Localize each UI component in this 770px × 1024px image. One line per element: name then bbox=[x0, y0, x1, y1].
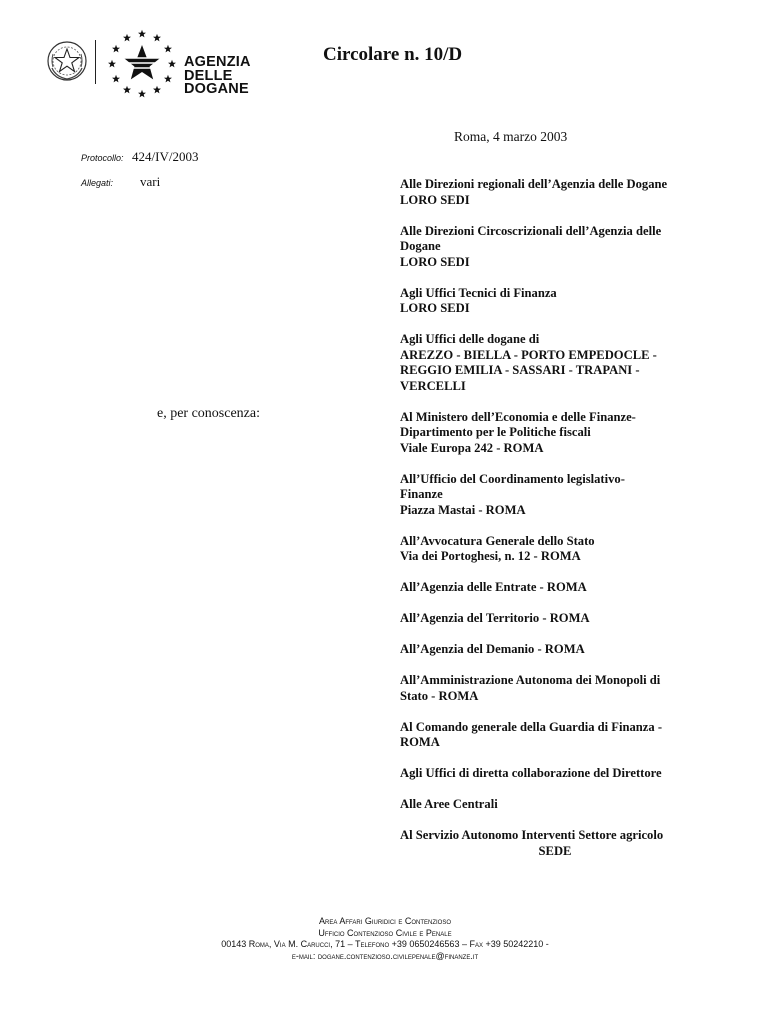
recipient-line: Al Comando generale della Guardia di Finanza - bbox=[400, 719, 663, 734]
recipient-line: Dipartimento per le Politiche fiscali bbox=[400, 425, 591, 439]
recipient-line: Alle Direzioni regionali dell’Agenzia delle Dogane bbox=[400, 177, 668, 191]
recipient-line: Agli Uffici di diretta collaborazione del Direttore bbox=[400, 766, 662, 780]
recipient-block bbox=[400, 766, 710, 782]
italian-republic-emblem-icon bbox=[46, 40, 88, 82]
recipients-list bbox=[400, 177, 710, 875]
recipient-line: Alle Direzioni Circoscrizionali dell’Agenzia delle bbox=[400, 223, 662, 238]
star-circle-logo-icon bbox=[102, 26, 182, 102]
recipient-line: All’Avvocatura Generale dello Stato bbox=[400, 533, 595, 548]
recipient-line: All’Agenzia delle Entrate - ROMA bbox=[400, 580, 587, 594]
recipient-block bbox=[400, 177, 710, 208]
footer-office: Ufficio Contenzioso Civile e Penale bbox=[318, 927, 452, 938]
recipient-line: VERCELLI bbox=[400, 378, 466, 393]
recipient-line: Alle Aree Centrali bbox=[400, 797, 498, 811]
recipient-line: Via dei Portoghesi, n. 12 - ROMA bbox=[400, 549, 581, 563]
recipient-block bbox=[400, 611, 710, 627]
recipient-line: LORO SEDI bbox=[400, 192, 470, 207]
agency-name-line-3: DOGANE bbox=[184, 81, 249, 97]
recipient-line: Al Servizio Autonomo Interventi Settore agricolo bbox=[400, 828, 664, 842]
recipient-line: Piazza Mastai - ROMA bbox=[400, 502, 526, 517]
recipient-line: LORO SEDI bbox=[400, 254, 470, 269]
recipient-block bbox=[400, 410, 710, 457]
agency-name-line-1: AGENZIA bbox=[184, 54, 251, 70]
recipient-line: All’Agenzia del Demanio - ROMA bbox=[400, 642, 585, 656]
recipient-block bbox=[400, 472, 710, 519]
recipient-line: Al Ministero dell’Economia e delle Finanze- bbox=[400, 409, 636, 424]
protocol-label: Protocollo: bbox=[81, 153, 124, 163]
recipient-line: Agli Uffici delle dogane di bbox=[400, 332, 540, 346]
recipient-line: REGGIO EMILIA - SASSARI - TRAPANI - bbox=[400, 363, 640, 377]
agency-name bbox=[184, 56, 251, 97]
protocol-value: 424/IV/2003 bbox=[132, 149, 199, 164]
recipient-block bbox=[400, 797, 710, 813]
attachments-value: vari bbox=[140, 174, 161, 189]
recipient-line: LORO SEDI bbox=[400, 301, 470, 315]
recipient-line: Stato - ROMA bbox=[400, 688, 479, 703]
cc-label: e, per conoscenza: bbox=[157, 406, 260, 421]
recipient-block bbox=[400, 286, 710, 317]
footer-department: Area Affari Giuridici e Contenzioso bbox=[318, 916, 452, 926]
recipient-line: All’Amministrazione Autonoma dei Monopoli di bbox=[400, 673, 661, 687]
recipient-line: Dogane bbox=[400, 239, 441, 253]
recipient-block bbox=[400, 642, 710, 658]
footer-address: 00143 Roma, Via M. Carucci, 71 – Telefono +39 0650246563 – Fax +39 50242210 - bbox=[221, 939, 549, 949]
attachments-label: Allegati: bbox=[81, 178, 114, 188]
recipient-line: AREZZO - BIELLA - PORTO EMPEDOCLE - bbox=[400, 347, 657, 362]
recipient-block bbox=[400, 332, 710, 394]
document-date: Roma, 4 marzo 2003 bbox=[454, 129, 568, 144]
recipient-line: All’Ufficio del Coordinamento legislativo- bbox=[400, 471, 625, 486]
recipient-block bbox=[400, 580, 710, 596]
recipient-line: Finanze bbox=[400, 487, 443, 501]
page-footer bbox=[85, 916, 685, 962]
recipient-block bbox=[400, 720, 710, 751]
recipient-block bbox=[400, 224, 710, 271]
recipient-line: ROMA bbox=[400, 735, 440, 749]
recipient-block bbox=[400, 534, 710, 565]
recipient-block bbox=[400, 828, 710, 859]
header-divider bbox=[95, 40, 96, 84]
footer-email: e-mail: dogane.contenzioso.civilepenale@finanze.it bbox=[291, 950, 479, 961]
agency-name-line-2: DELLE bbox=[184, 67, 233, 84]
recipient-line: Agli Uffici Tecnici di Finanza bbox=[400, 285, 557, 300]
recipient-line: All’Agenzia del Territorio - ROMA bbox=[400, 611, 590, 625]
recipient-sede: SEDE bbox=[538, 843, 572, 858]
recipient-block bbox=[400, 673, 710, 704]
circular-title: Circolare n. 10/D bbox=[323, 44, 463, 65]
recipient-line: Viale Europa 242 - ROMA bbox=[400, 440, 544, 455]
